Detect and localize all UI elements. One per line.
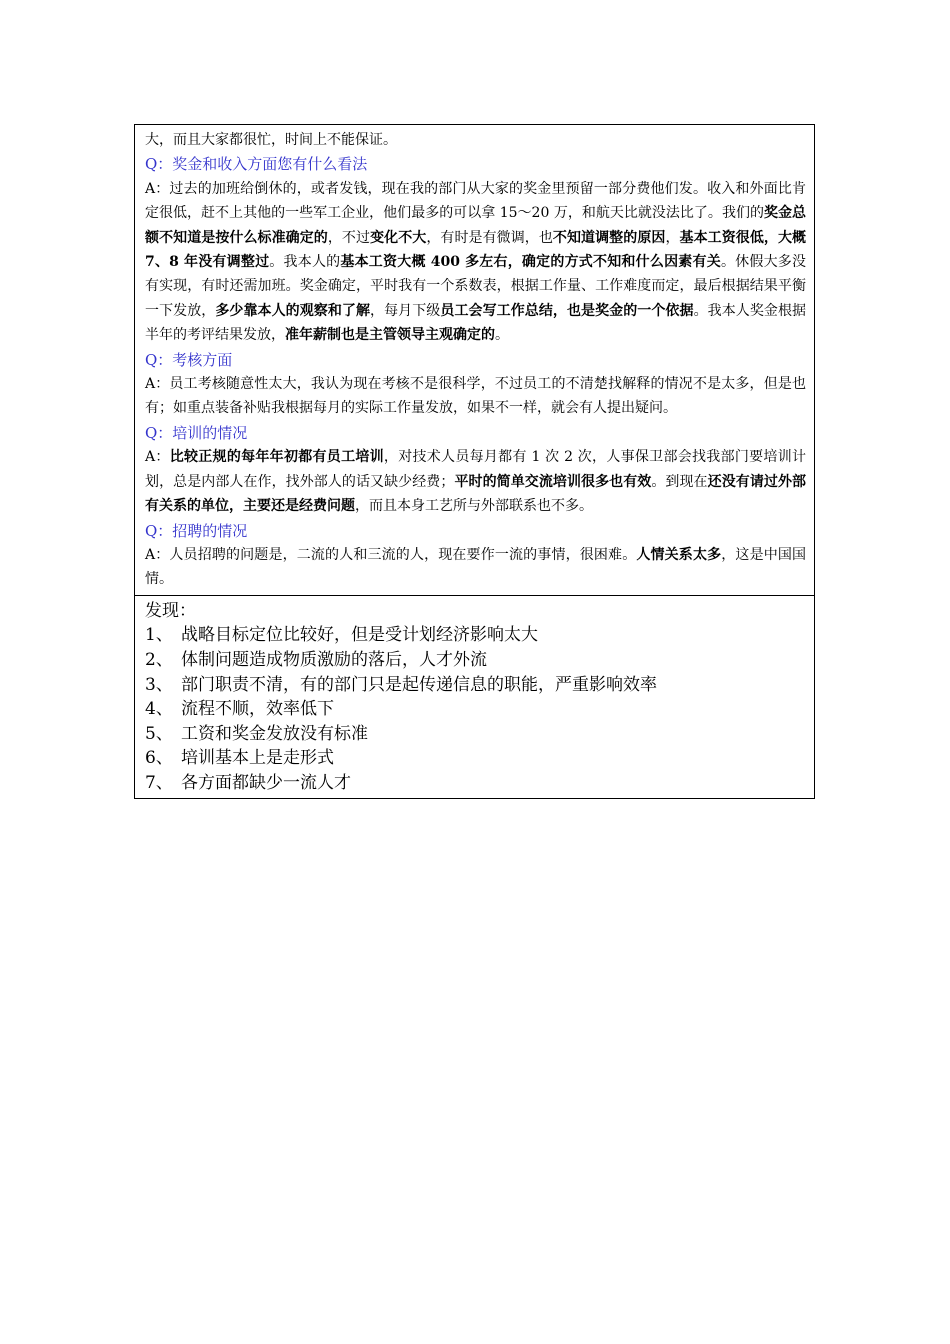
finding-item bbox=[145, 623, 806, 648]
answer-emphasis: 准年薪制也是主管领导主观确定的 bbox=[285, 327, 495, 344]
finding-text: 战略目标定位比较好，但是受计划经济影响太大 bbox=[181, 625, 538, 646]
answer-segment: 。我本人奖金根据半年的考评结果发放， bbox=[145, 302, 807, 344]
answer-segment: ，而且本身工艺所与外部联系也不多。 bbox=[355, 498, 593, 515]
question-heading: Q：考核方面 bbox=[145, 350, 233, 369]
finding-number: 2、 bbox=[145, 649, 173, 670]
finding-text: 各方面都缺少一流人才 bbox=[181, 772, 351, 793]
answer-emphasis: 不知道调整的原因 bbox=[552, 229, 666, 246]
question-heading: Q：招聘的情况 bbox=[145, 521, 248, 540]
answer-segment: A：过去的加班给倒休的，或者发钱，现在我的部门从大家的奖金里预留一部分费他们发。收入和外面比肯定很低，赶不上其他的一些军工企业，他们最多的可以拿 15～20 万，和航天比就没法比了。我们的 bbox=[145, 180, 806, 222]
finding-number: 4、 bbox=[145, 699, 173, 720]
finding-item bbox=[145, 722, 806, 747]
answer-segment: A：人员招聘的问题是，二流的人和三流的人，现在要作一流的事情，很困难。 bbox=[145, 546, 637, 563]
answer-emphasis: 基本工资很低，大概 7、8 年没有调整过 bbox=[145, 229, 807, 271]
answer-segment: ，对技术人员每月都有 1 次 2 次，人事保卫部会找我部门要培训计划，总是内部人在作，找外部人的话又缺少经费； bbox=[145, 449, 806, 490]
answer-emphasis: 变化不大 bbox=[370, 229, 427, 246]
qa-cell bbox=[135, 125, 815, 596]
intro-text: 大，而且大家都很忙，时间上不能保证。 bbox=[145, 132, 397, 148]
findings-heading: 发现： bbox=[145, 600, 196, 621]
qa-row bbox=[135, 125, 815, 596]
answer-emphasis: 人情关系太多 bbox=[636, 546, 722, 563]
answer-segment: ，每月下级 bbox=[370, 302, 441, 319]
finding-text: 培训基本上是走形式 bbox=[181, 748, 334, 769]
answer-emphasis: 还没有请过外部有关系的单位，主要还是经费问题 bbox=[145, 473, 807, 515]
answer-emphasis: 员工会写工作总结，也是奖金的一个依据 bbox=[440, 302, 694, 319]
qa-list bbox=[145, 152, 806, 591]
finding-item bbox=[145, 648, 806, 673]
finding-text: 部门职责不清，有的部门只是起传递信息的职能，严重影响效率 bbox=[181, 674, 657, 695]
findings-cell bbox=[135, 595, 815, 799]
answer-segment: 。 bbox=[495, 327, 509, 344]
answer-segment: 。到现在 bbox=[651, 473, 708, 490]
finding-text: 体制问题造成物质激励的落后，人才外流 bbox=[181, 649, 487, 670]
answer-emphasis: 奖金总额不知道是按什么标准确定的 bbox=[145, 205, 807, 246]
finding-item bbox=[145, 771, 806, 796]
interview-table bbox=[134, 124, 815, 799]
finding-number: 7、 bbox=[145, 772, 173, 793]
question-heading: Q：奖金和收入方面您有什么看法 bbox=[145, 155, 368, 174]
answer-emphasis: 基本工资大概 400 多左右，确定的方式不知和什么因素有关 bbox=[340, 254, 721, 271]
finding-item bbox=[145, 746, 806, 771]
answer-text bbox=[145, 372, 806, 421]
answer-segment: ，不过 bbox=[327, 229, 371, 246]
answer-text bbox=[145, 543, 806, 592]
answer-segment: A： bbox=[145, 449, 170, 466]
answer-text bbox=[145, 445, 806, 518]
answer-emphasis: 平时的简单交流培训很多也有效 bbox=[454, 473, 652, 490]
answer-segment: 。休假大多没有实现，有时还需加班。奖金确定，平时我有一个系数表，根据工作量、工作难度而定，最后根据结果平衡 一下发放， bbox=[145, 254, 807, 319]
answer-segment: ， bbox=[665, 229, 680, 246]
finding-number: 3、 bbox=[145, 674, 173, 695]
answer-text bbox=[145, 177, 806, 348]
answer-emphasis: 比较正规的每年年初都有员工培训 bbox=[169, 449, 384, 466]
findings-list bbox=[145, 623, 806, 795]
answer-emphasis: 多少靠本人的观察和了解 bbox=[215, 302, 371, 319]
findings-row bbox=[135, 595, 815, 799]
answer-segment: A：员工考核随意性太大，我认为现在考核不是很科学，不过员工的不清楚找解释的情况不是太多，但是也有；如重点装备补贴我根据每月的实际工作量发放，如果不一样，就会有人提出疑问。 bbox=[145, 376, 806, 417]
answer-segment: 。我本人的 bbox=[269, 254, 341, 271]
finding-number: 6、 bbox=[145, 748, 173, 769]
finding-number: 5、 bbox=[145, 723, 173, 744]
finding-number: 1、 bbox=[145, 625, 173, 646]
answer-segment: ，有时是有微调，也 bbox=[426, 229, 553, 246]
finding-item bbox=[145, 697, 806, 722]
finding-item bbox=[145, 673, 806, 698]
answer-segment: ，这是中国国情。 bbox=[145, 546, 807, 588]
question-heading: Q：培训的情况 bbox=[145, 423, 248, 442]
finding-text: 流程不顺，效率低下 bbox=[181, 699, 334, 720]
finding-text: 工资和奖金发放没有标准 bbox=[181, 723, 368, 744]
